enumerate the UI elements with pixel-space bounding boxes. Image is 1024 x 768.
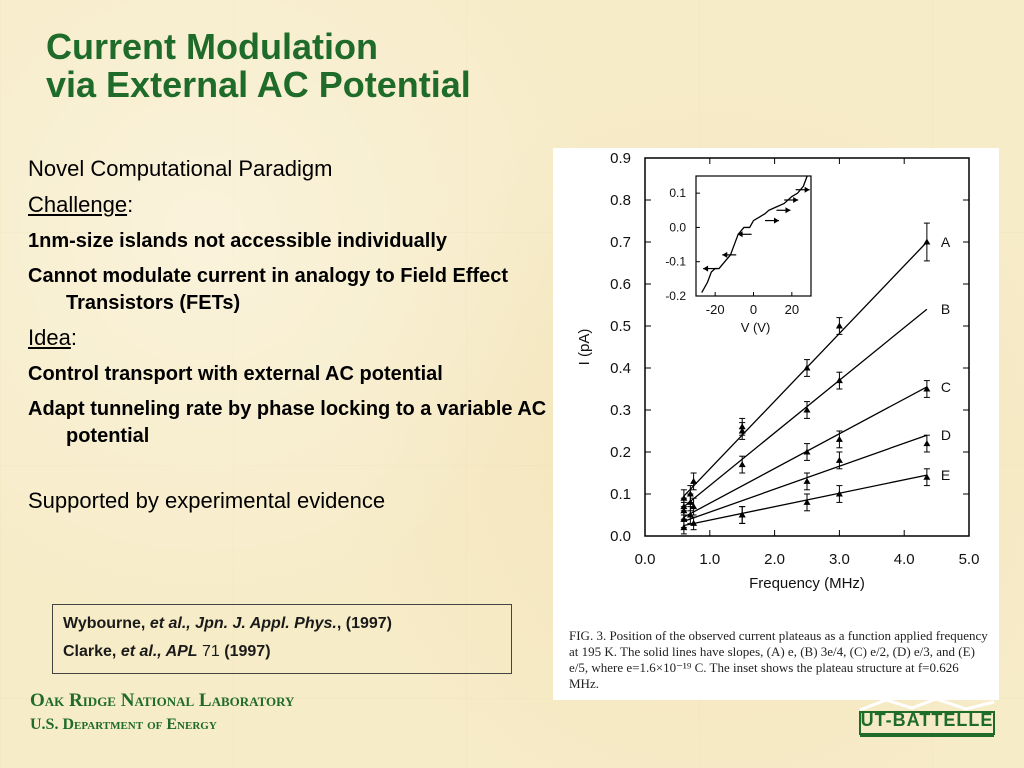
inset-x-tick-label: 0 <box>749 302 758 317</box>
challenge-label: Challenge <box>28 192 128 217</box>
inset-y-tick-label: 0.0 <box>669 220 686 235</box>
reference-2 <box>63 643 271 661</box>
inset-chart <box>665 176 811 335</box>
series-B <box>680 301 950 515</box>
challenge-heading <box>28 192 558 218</box>
inset-x-tick-label: -20 <box>705 302 725 317</box>
x-tick-label: 5.0 <box>958 551 980 568</box>
challenge-point-2: Cannot modulate current in analogy to Field Effect Transistors (FETs) <box>28 265 509 314</box>
ut-battelle-logo <box>856 698 998 740</box>
inset-y-tick-label: -0.2 <box>665 289 686 303</box>
figure-panel <box>553 148 999 700</box>
y-tick-label: 0.1 <box>610 486 631 503</box>
ref2-volume: 71 <box>197 643 220 660</box>
challenge-point-1: 1nm-size islands not accessible individually <box>28 230 448 252</box>
main-chart <box>553 148 999 618</box>
x-tick-label: 0.0 <box>634 551 656 568</box>
inset-y-tick-label: 0.1 <box>669 186 686 201</box>
series-D <box>680 427 951 527</box>
inset-x-axis-label: V (V) <box>740 320 771 335</box>
data-point <box>836 436 843 442</box>
series-label-A: A <box>940 234 951 250</box>
y-axis-label: I (pA) <box>576 328 593 366</box>
reference-box <box>52 604 512 674</box>
x-tick-label: 2.0 <box>764 551 786 568</box>
x-axis-label: Frequency (MHz) <box>749 575 865 592</box>
inset-y-tick-label: -0.1 <box>665 254 686 269</box>
bullet-paradigm: Novel Computational Paradigm <box>28 156 333 181</box>
ref2-author: Clarke, <box>63 643 121 660</box>
series-label-D: D <box>940 427 952 444</box>
x-tick-label: 4.0 <box>893 551 915 568</box>
idea-point-2: Adapt tunneling rate by phase locking to a variable AC potential <box>28 398 547 447</box>
data-point <box>836 457 843 463</box>
title-line-2: via External AC Potential <box>46 64 471 105</box>
logo-text: UT-BATTELLE <box>860 710 994 730</box>
figure-caption: FIG. 3. Position of the observed current plateaus as a function applied frequency at 195 K. The solid lines have slopes, (A) e, (B) 3e/4, (C) e/2, (D) e/3, and (E) e/5, where e=1.6×10⁻¹⁹ C. The inset shows the plateau structure at f=0.626 MHz. <box>569 628 988 691</box>
series-label-C: C <box>940 378 952 395</box>
y-tick-label: 0.6 <box>610 276 631 293</box>
y-tick-label: 0.0 <box>610 528 631 545</box>
idea-heading <box>28 325 558 351</box>
ref2-journal: et al., APL <box>120 643 198 660</box>
x-tick-label: 1.0 <box>699 551 721 568</box>
idea-colon: : <box>70 325 77 350</box>
fit-line-B <box>684 309 927 506</box>
y-tick-label: 0.9 <box>610 150 631 167</box>
reference-1 <box>63 615 392 633</box>
footer-org: Oak Ridge National Laboratory <box>30 690 295 711</box>
inset-x-tick-label: 20 <box>784 302 800 317</box>
challenge-colon: : <box>127 192 134 217</box>
ref2-year: (1997) <box>219 643 271 660</box>
ref1-journal: et al., Jpn. J. Appl. Phys. <box>149 615 337 632</box>
data-point <box>923 239 930 245</box>
slide-body <box>28 156 558 524</box>
y-tick-label: 0.7 <box>610 234 631 251</box>
data-point <box>804 407 811 413</box>
y-tick-label: 0.4 <box>610 360 631 377</box>
data-point <box>836 323 843 329</box>
y-tick-label: 0.5 <box>610 318 631 335</box>
fit-line-D <box>684 435 927 521</box>
y-tick-label: 0.2 <box>610 444 631 461</box>
title-line-1: Current Modulation <box>46 26 378 67</box>
y-tick-label: 0.3 <box>610 402 631 419</box>
supported-text: Supported by experimental evidence <box>28 488 386 513</box>
series-label-B: B <box>940 301 951 318</box>
footer-dept: U.S. Department of Energy <box>30 716 217 733</box>
data-point <box>923 440 930 446</box>
y-tick-label: 0.8 <box>610 192 631 209</box>
x-tick-label: 3.0 <box>828 551 850 568</box>
data-point <box>923 474 930 480</box>
series-label-E: E <box>940 467 951 484</box>
data-point <box>690 478 697 484</box>
ref1-author: Wybourne, <box>63 615 150 632</box>
idea-label: Idea <box>28 325 71 350</box>
idea-point-1: Control transport with external AC potential <box>28 363 443 385</box>
ref1-year: , (1997) <box>336 615 392 632</box>
slide-title <box>46 28 471 104</box>
inset-frame <box>696 176 811 296</box>
